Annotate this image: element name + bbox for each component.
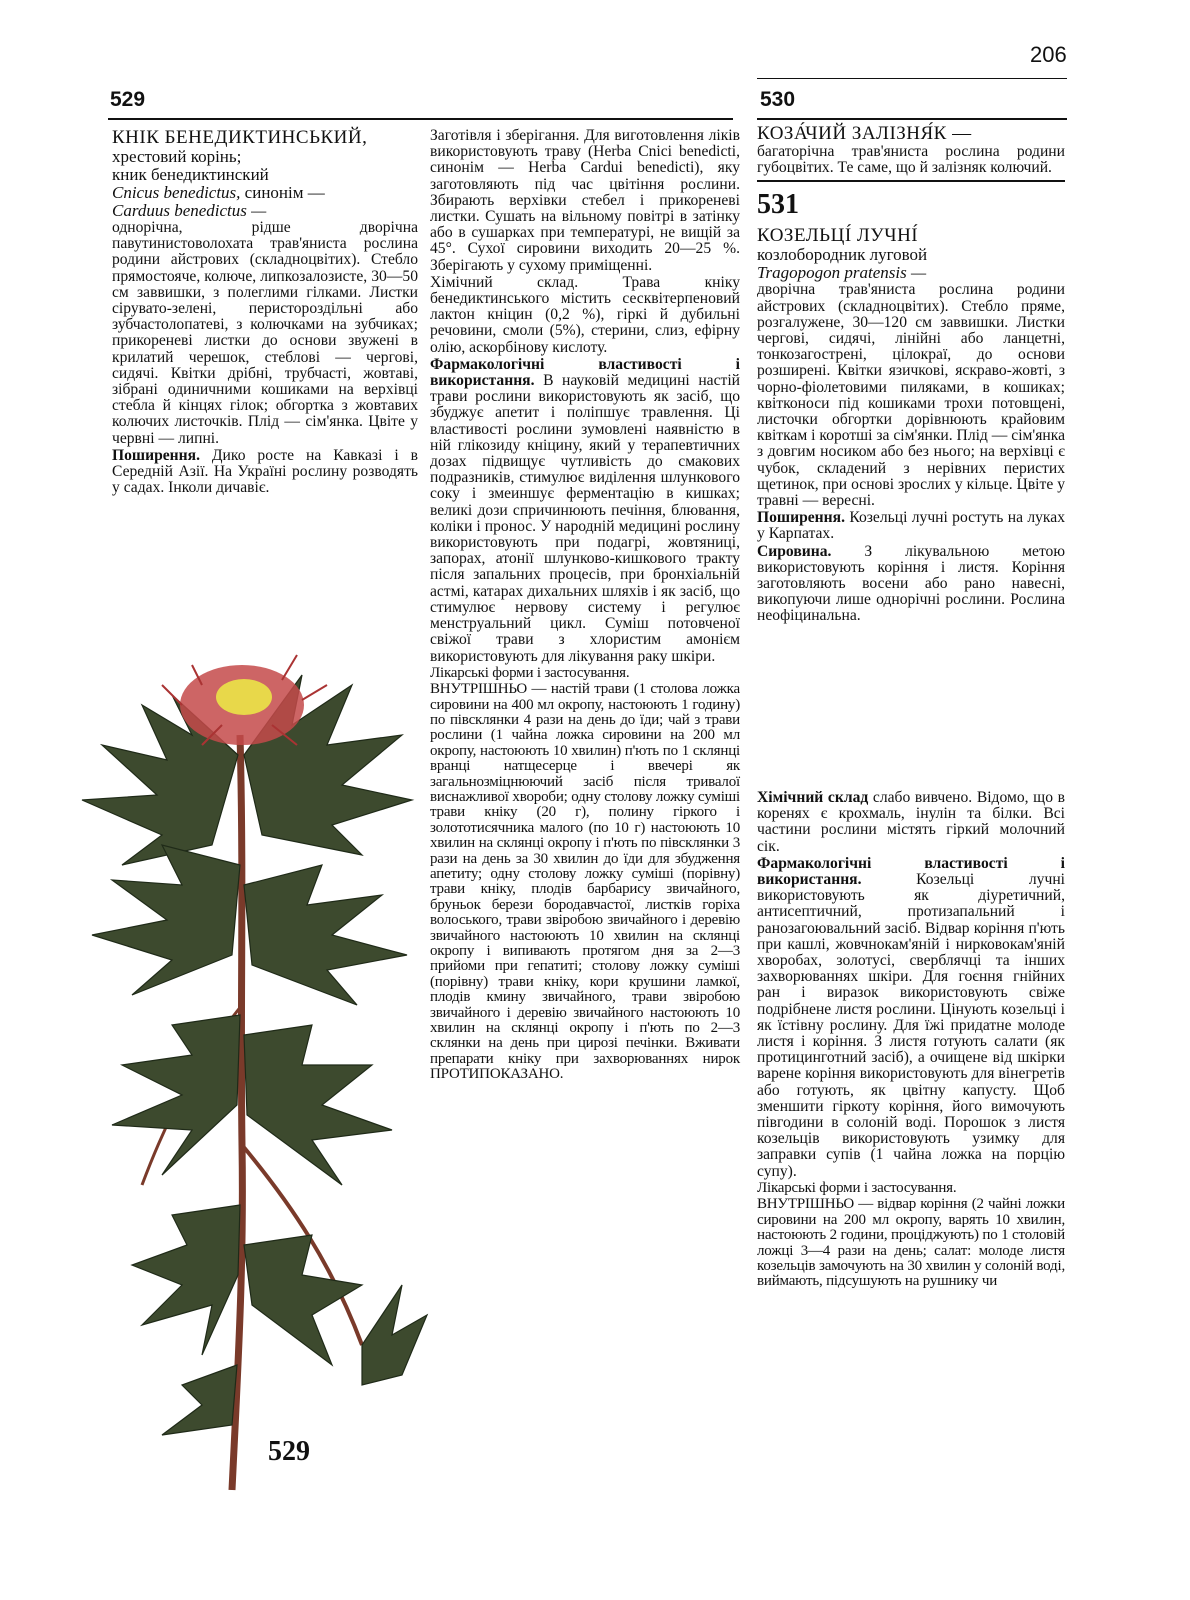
russian-name-531: козлобородник луговой: [757, 245, 928, 265]
synonym-label: синонім —: [244, 183, 325, 202]
raw-531: Сировина. З лікувальною метою використовують коріння і листя. Коріння заготовляють восени або рано навесні, викопуючи лише однорічні рослини. Рослина неофіцинальна.: [757, 542, 1065, 625]
description-531: дворічна трав'яниста рослина родини айстрових (складноцвітих). Стебло пряме, розгалужене, 30—120 см заввишки. Листки чергові, сидячі, лінійні або ланцетні, тонкозагострені, цілокраї, до основи розширені. Квітки язичкові, яскраво-жовті, з чорно-фіолетовими пиляками, в кошиках; квітконоси під кошиками трохи потовщені, листочки обгортки дорівнюють крайовим квіткам і коротші за сім'янки. Плід — сім'янка з довгим носиком або без нього; на верхівці є чубок, складений з нерівних перистих щетинок, при основі зрослих у кільце. Цвіте у травні — вересні.: [757, 281, 1065, 510]
figure-label: 529: [268, 1436, 310, 1467]
headword-530: КОЗА́ЧИЙ ЗАЛІЗНЯ́К —: [757, 123, 972, 144]
thistle-illustration: [62, 585, 434, 1505]
entry-number-530: 530: [760, 88, 796, 111]
top-rule-right-upper: [757, 78, 1067, 79]
headword-529: КНІК БЕНЕДИКТИНСЬКИЙ,: [112, 127, 368, 148]
forms-531: ВНУТРІШНЬО — відвар коріння (2 чайні ложки сировини на 200 мл окропу, варять 10 хвилин, настоюють 2 години, проціджують) по 1 столовій ложці 3—4 рази на день; салат: молоде листя козельців замочують на 30 хвилин у солоній воді, виймають, підсушують на рушнику чи: [757, 1196, 1065, 1290]
entry-number-531: 531: [757, 189, 799, 221]
description-529: однорічна, рідше дворічна павутинистоволохата трав'яниста рослина родини айстрових (складноцвітих). Стебло прямостояче, колюче, липкозалозисте, 30—50 см заввишки, з полеглими гілками. Листки сірувато-зелені, перистороздільні або зубчастолопатеві, з колючками на зубчиках; прикореневі листки до основи звужені в крилатий черешок, стеблові — чергові, сидячі. Квітки дрібні, трубчасті, жовтаві, зібрані одиничними кошиками на верхівці стебла й кінцях гілок; обгортка з жовтавих колючих листочків. Плід — сім'янка. Цвіте у червні — липні.: [112, 219, 418, 447]
spread-529: Поширення. Дико росте на Кавказі і в Середній Азії. На Україні рослину розводять у садах. Інколи дичавіє.: [112, 446, 418, 497]
forms-label-529: Лікарські форми і застосування.: [430, 664, 630, 681]
latin-name-529: [112, 184, 418, 202]
headword-531: КОЗЕЛЬЦІ́ ЛУЧНІ́: [757, 225, 919, 247]
forms-label-531: Лікарські форми і застосування.: [757, 1179, 957, 1196]
column-1: [112, 128, 418, 497]
latin-name-531: Tragopogon pratensis —: [757, 263, 927, 283]
entry-number-529: 529: [110, 88, 146, 111]
chemistry-529: Хімічний склад. Трава кніку бенедиктинського містить сесквітерпеновий лактон кніцин (0,2 %), гіркі й дубильні речовини, смоли (5%), стерини, слиз, ефірну олію, аскорбінову кислоту.: [430, 273, 740, 356]
alt-name-529: хрестовий корінь;: [112, 147, 242, 166]
top-rule-right: [757, 118, 1067, 120]
column-2: [430, 128, 740, 1084]
top-rule-left: [108, 118, 733, 120]
pharmacology-529: Фармакологічні властивості і використання. В науковій медицині настій трави рослини використовують як засіб, що збуджує апетит і поліпшує травлення. Ці властивості рослини зумовлені наявністю в ній глікозиду кніцину, який у терапевтичних дозах підвищує чутливість до смакових подразників, стимулює виділення шлункового соку і змеиншує ферментацію в кишках; великі дози спричинюють печіння, блювання, коліки і пронос. У народній медицині рослину використовують при подагрі, жовтяниці, запорах, атонії шлунково-кишкового тракту після запальних процесів, при бронхіальній астмі, катарах дихальних шляхів і як засіб, що стимулює нервову систему і регулює менструальний цикл. Суміш потовченої свіжої трави з хлористим амонієм використовують для лікування раку шкіри.: [430, 355, 740, 665]
harvest-529: Заготівля і зберігання. Для виготовлення ліків використовують траву (Herba Cnici benedicti, синонім — Herba Cardui benedicti), яку заготовляють під час цвітіння рослини. Збирають верхівки стебел і прикореневі листки. Сушать на вільному повітрі в затінку або в сушарках при температурі, не вищій за 45°. Сухої сировини виходить 20—25 %. Зберігають у сухому приміщенні.: [430, 127, 740, 274]
column-3: [757, 124, 1065, 626]
text-530: багаторічна трав'яниста рослина родини губоцвітих. Те саме, що й залізняк колючий.: [757, 143, 1065, 177]
plant-leaves: [82, 675, 427, 1435]
chemistry-531: Хімічний склад слабо вивчено. Відомо, що в коренях є крохмаль, інулін та білки. Всі частини рослини містять гіркий молочний сік.: [757, 789, 1065, 855]
page-number: 206: [1030, 42, 1067, 67]
forms-529: ВНУТРІШНЬО — настій трави (1 столова ложка сировини на 400 мл окропу, настоюють 1 годину) по півсклянки 4 рази на день до їди; чай з трави рослини (1 чайна ложка сировини на 200 мл окропу, настоюють 10 хвилин) п'ють по 1 склянці вранці натщесерце і ввечері як загальнозміцнюючий засіб після тривалої виснажливої хвороби; одну столову ложку суміші трави кніку (20 г), полину гіркого і золототисячника малого (по 10 г) настоюють 10 хвилин на склянці окропу і п'ють по півсклянки 3 рази на день за 30 хвилин до їди для збудження апетиту; одну столову ложку суміші (порівну) трави кніку, плодів барбарису звичайного, бруньок берези бородавчастої, листків горіха волоського, трави звіробою звичайного і деревію звичайного настоюють 10 хвилин на склянці окропу і випивають протягом дня за 2—3 прийоми при гепатиті; столову ложку суміші (порівну) трави кніку, кори крушини ламкої, плодів кмину звичайного, трави звіробою звичайного і деревію звичайного настоюють 10 хвилин на склянці окропу і п'ють по 2—3 склянки на день при цирозі печінки. Вживати препарати кніку при захворюваннях нирок ПРОТИПОКАЗАНО.: [430, 681, 740, 1083]
pharmacology-531: Фармакологічні властивості і використання. Козельці лучні використовують як діуретичний, антисептичний, протизапальний і ранозагоювальний засіб. Відвар коріння п'ють при кашлі, жовчнокам'яній і нирковокам'яній хворобах, золотусі, сверблячці та інших захворюваннях шкіри. Для гоєння гнійних ран і виразок використовують свіже подрібнене листя рослини. Цінують козельці і як їстівну рослину. Для їжі придатне молоде листя і коріння. З листя готують салати (як протицинготний засіб), а очищене від шкірки варене коріння використовують для вінегретів або готують, як цвітну капусту. Щоб зменшити гіркоту коріння, його вимочують півгодини в солоній воді. Порошок з листя козельців використовують узимку для заправки супів (1 чайна ложка на порцію супу).: [757, 854, 1065, 1180]
latin-synonym-529: Carduus benedictus —: [112, 201, 267, 220]
russian-name-529: кник бенедиктинский: [112, 165, 269, 184]
column-3-continued: [757, 790, 1065, 1291]
latin-name-1: Cnicus benedictus,: [112, 183, 241, 202]
separator: [757, 180, 1065, 182]
spread-531: Поширення. Козельці лучні ростуть на луках у Карпатах.: [757, 509, 1065, 543]
